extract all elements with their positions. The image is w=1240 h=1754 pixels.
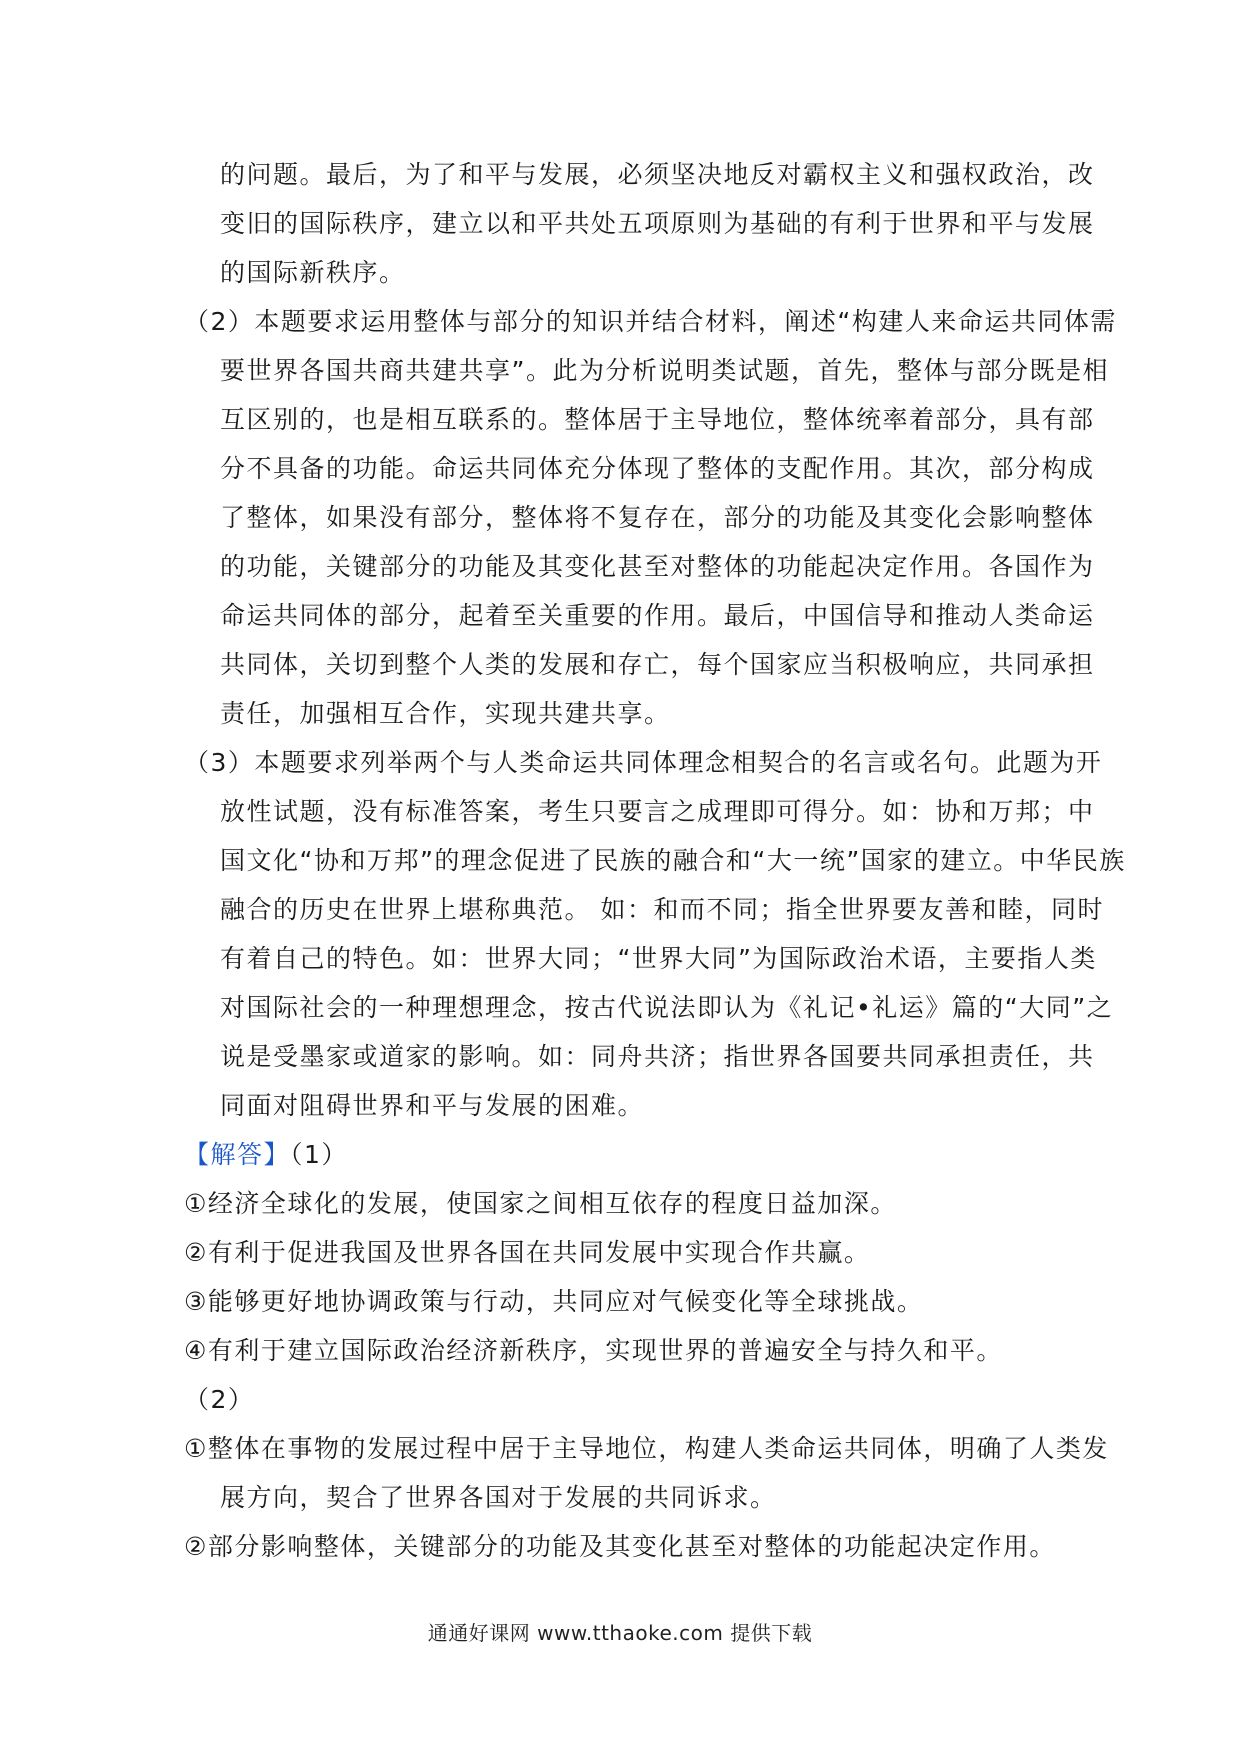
text-line: （2）本题要求运用整体与部分的知识并结合材料，阐述“构建人来命运共同体需 <box>184 307 1117 336</box>
text-line: 对国际社会的一种理想理念，按古代说法即认为《礼记•礼运》篇的“大同”之 <box>220 993 1114 1022</box>
text-line: 共同体，关切到整个人类的发展和存亡，每个国家应当积极响应，共同承担 <box>220 650 1095 679</box>
text-line: 的问题。最后，为了和平与发展，必须坚决地反对霸权主义和强权政治，改 <box>220 160 1095 189</box>
answer-heading <box>184 1130 1109 1179</box>
answer-tag: 【解答】 <box>184 1140 291 1169</box>
text-line: 分不具备的功能。命运共同体充分体现了整体的支配作用。其次，部分构成 <box>220 454 1095 483</box>
text-line: 责任，加强相互合作，实现共建共享。 <box>220 699 671 728</box>
text-line: 放性试题，没有标准答案，考生只要言之成理即可得分。如：协和万邦；中 <box>220 797 1095 826</box>
explanation-part-3 <box>184 738 1126 1130</box>
answer-item: ②部分影响整体，关键部分的功能及其变化甚至对整体的功能起决定作用。 <box>184 1532 1056 1561</box>
answer-section <box>184 1130 1109 1571</box>
answer-part-1-label: （1） <box>290 1140 348 1169</box>
answer-item: ①整体在事物的发展过程中居于主导地位，构建人类命运共同体，明确了人类发 <box>184 1434 1109 1463</box>
text-line: 的功能，关键部分的功能及其变化甚至对整体的功能起决定作用。各国作为 <box>220 552 1095 581</box>
explanation-continuation <box>220 150 1095 297</box>
text-line: 要世界各国共商共建共享”。此为分析说明类试题，首先，整体与部分既是相 <box>220 356 1109 385</box>
answer-item: ④有利于建立国际政治经济新秩序，实现世界的普遍安全与持久和平。 <box>184 1336 1003 1365</box>
text-line: 了整体，如果没有部分，整体将不复存在，部分的功能及其变化会影响整体 <box>220 503 1095 532</box>
answer-item: ②有利于促进我国及世界各国在共同发展中实现合作共赢。 <box>184 1238 871 1267</box>
footer-text: 通通好课网 www.tthaoke.com 提供下载 <box>427 1621 813 1645</box>
answer-part-2-label: （2） <box>184 1385 255 1414</box>
text-line: 互区别的，也是相互联系的。整体居于主导地位，整体统率着部分，具有部 <box>220 405 1095 434</box>
text-line: 有着自己的特色。如：世界大同；“世界大同”为国际政治术语，主要指人类 <box>220 944 1097 973</box>
text-line: 同面对阻碍世界和平与发展的困难。 <box>220 1091 645 1120</box>
page-footer <box>0 1617 1240 1646</box>
text-line: （3）本题要求列举两个与人类命运共同体理念相契合的名言或名句。此题为开 <box>184 748 1103 777</box>
text-line: 融合的历史在世界上堪称典范。 如：和而不同；指全世界要友善和睦，同时 <box>220 895 1104 924</box>
answer-item: ①经济全球化的发展，使国家之间相互依存的程度日益加深。 <box>184 1189 897 1218</box>
text-line: 说是受墨家或道家的影响。如：同舟共济；指世界各国要共同承担责任，共 <box>220 1042 1095 1071</box>
answer-item: ③能够更好地协调政策与行动，共同应对气候变化等全球挑战。 <box>184 1287 924 1316</box>
text-line: 国文化“协和万邦”的理念促进了民族的融合和“大一统”国家的建立。中华民族 <box>220 846 1126 875</box>
explanation-part-2 <box>184 297 1117 738</box>
text-line: 变旧的国际秩序，建立以和平共处五项原则为基础的有利于世界和平与发展 <box>220 209 1095 238</box>
text-line: 命运共同体的部分，起着至关重要的作用。最后，中国信导和推动人类命运 <box>220 601 1095 630</box>
text-line: 的国际新秩序。 <box>220 258 406 287</box>
answer-item-continuation: 展方向，契合了世界各国对于发展的共同诉求。 <box>220 1483 777 1512</box>
